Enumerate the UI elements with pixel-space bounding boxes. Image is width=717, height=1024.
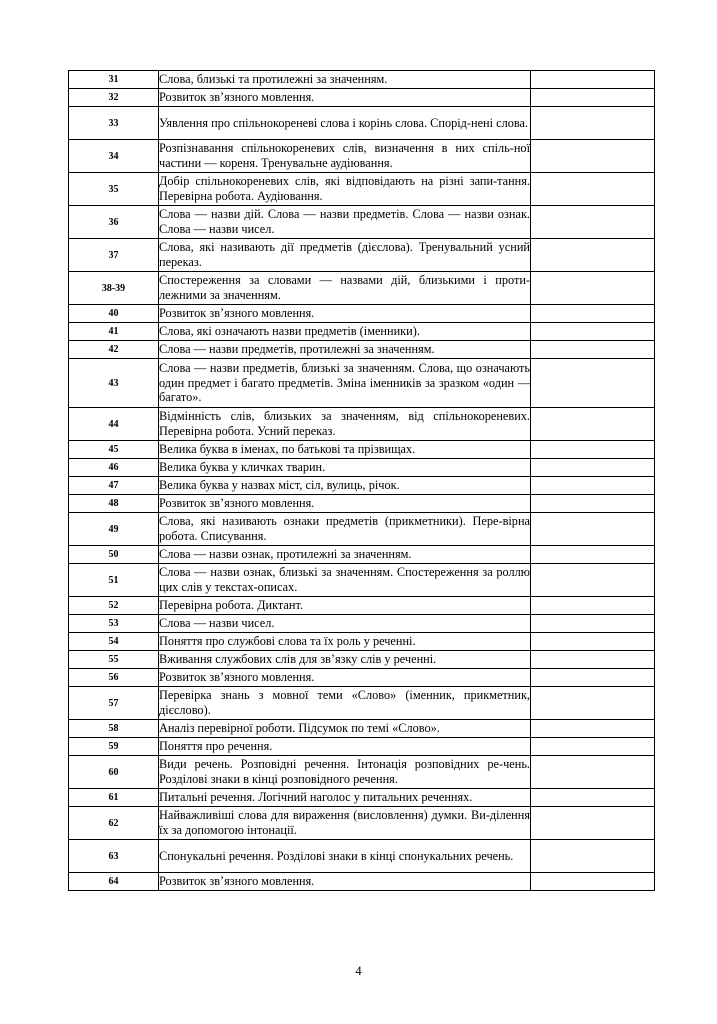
lesson-topic: Добір спільнокореневих слів, які відповідають на різні запи-тання. Перевірна робота. Аудіювання. [159,173,531,206]
lesson-number: 51 [69,564,159,597]
lesson-number: 33 [69,107,159,140]
lesson-number: 55 [69,651,159,669]
lesson-topic: Велика буква у назвах міст, сіл, вулиць, річок. [159,477,531,495]
lesson-number: 32 [69,89,159,107]
lesson-number: 43 [69,359,159,408]
empty-cell [531,495,655,513]
table-row [69,669,655,687]
lesson-topic: Слова — назви ознак, близькі за значенням. Спостереження за роллю цих слів у текстах-описах. [159,564,531,597]
lesson-topic: Аналіз перевірної роботи. Підсумок по темі «Слово». [159,720,531,738]
table-row [69,495,655,513]
empty-cell [531,206,655,239]
empty-cell [531,687,655,720]
table-row [69,140,655,173]
empty-cell [531,513,655,546]
table-row [69,597,655,615]
lesson-topic: Вживання службових слів для зв’язку слів у реченні. [159,651,531,669]
empty-cell [531,615,655,633]
table-row [69,441,655,459]
lesson-number: 37 [69,239,159,272]
table-row [69,840,655,873]
lesson-number: 38-39 [69,272,159,305]
lesson-topic: Найважливіші слова для вираження (висловлення) думки. Ви-ділення їх за допомогою інтонації. [159,807,531,840]
lesson-topic: Слова — назви чисел. [159,615,531,633]
lesson-topic: Розвиток зв’язного мовлення. [159,873,531,891]
empty-cell [531,173,655,206]
table-row [69,564,655,597]
lesson-number: 34 [69,140,159,173]
lesson-number: 49 [69,513,159,546]
lesson-number: 31 [69,71,159,89]
lesson-number: 41 [69,323,159,341]
lesson-number: 42 [69,341,159,359]
empty-cell [531,408,655,441]
lesson-number: 48 [69,495,159,513]
empty-cell [531,272,655,305]
lesson-number: 44 [69,408,159,441]
empty-cell [531,651,655,669]
empty-cell [531,305,655,323]
lesson-topic: Питальні речення. Логічний наголос у питальних реченнях. [159,789,531,807]
empty-cell [531,807,655,840]
lesson-number: 62 [69,807,159,840]
table-row [69,89,655,107]
table-row [69,807,655,840]
empty-cell [531,71,655,89]
empty-cell [531,477,655,495]
lesson-number: 61 [69,789,159,807]
empty-cell [531,789,655,807]
table-row [69,71,655,89]
lesson-topic: Слова, які означають назви предметів (іменники). [159,323,531,341]
lesson-plan-body [69,71,655,891]
lesson-topic: Слова — назви предметів, протилежні за значенням. [159,341,531,359]
page-number: 4 [355,964,362,978]
lesson-number: 60 [69,756,159,789]
table-row [69,651,655,669]
table-row [69,173,655,206]
table-row [69,873,655,891]
lesson-number: 36 [69,206,159,239]
empty-cell [531,546,655,564]
lesson-topic: Види речень. Розповідні речення. Інтонація розповідних ре-чень. Розділові знаки в кінці розповідного речення. [159,756,531,789]
table-row [69,408,655,441]
table-row [69,305,655,323]
table-row [69,756,655,789]
lesson-topic: Велика буква в іменах, по батькові та прізвищах. [159,441,531,459]
empty-cell [531,341,655,359]
table-row [69,633,655,651]
table-row [69,359,655,408]
lesson-topic: Спонукальні речення. Розділові знаки в кінці спонукальних речень. [159,840,531,873]
empty-cell [531,239,655,272]
lesson-number: 54 [69,633,159,651]
empty-cell [531,840,655,873]
table-row [69,546,655,564]
lesson-topic: Спостереження за словами — назвами дій, близькими і проти-лежними за значенням. [159,272,531,305]
empty-cell [531,564,655,597]
lesson-number: 64 [69,873,159,891]
lesson-number: 47 [69,477,159,495]
empty-cell [531,669,655,687]
table-row [69,738,655,756]
lesson-number: 45 [69,441,159,459]
lesson-number: 40 [69,305,159,323]
empty-cell [531,89,655,107]
lesson-number: 35 [69,173,159,206]
lesson-topic: Розвиток зв’язного мовлення. [159,669,531,687]
lesson-topic: Розвиток зв’язного мовлення. [159,305,531,323]
empty-cell [531,107,655,140]
lesson-topic: Поняття про службові слова та їх роль у реченні. [159,633,531,651]
table-row [69,513,655,546]
lesson-topic: Велика буква у кличках тварин. [159,459,531,477]
empty-cell [531,720,655,738]
table-row [69,720,655,738]
table-row [69,477,655,495]
table-row [69,341,655,359]
empty-cell [531,441,655,459]
lesson-plan-table [68,70,655,891]
lesson-topic: Розвиток зв’язного мовлення. [159,89,531,107]
empty-cell [531,459,655,477]
lesson-topic: Слова, які називають дії предметів (дієслова). Тренувальний усний переказ. [159,239,531,272]
empty-cell [531,873,655,891]
lesson-topic: Слова, які називають ознаки предметів (прикметники). Пере-вірна робота. Списування. [159,513,531,546]
empty-cell [531,633,655,651]
table-row [69,789,655,807]
lesson-topic: Розвиток зв’язного мовлення. [159,495,531,513]
table-row [69,323,655,341]
lesson-number: 59 [69,738,159,756]
lesson-topic: Слова — назви предметів, близькі за значенням. Слова, що означають один предмет і багато предметів. Зміна іменників за зразком «один — багато». [159,359,531,408]
empty-cell [531,738,655,756]
lesson-number: 63 [69,840,159,873]
table-row [69,206,655,239]
lesson-topic: Слова, близькі та протилежні за значенням. [159,71,531,89]
lesson-topic: Слова — назви дій. Слова — назви предметів. Слова — назви ознак. Слова — назви чисел. [159,206,531,239]
lesson-topic: Слова — назви ознак, протилежні за значенням. [159,546,531,564]
table-row [69,615,655,633]
table-row [69,107,655,140]
lesson-number: 50 [69,546,159,564]
table-row [69,239,655,272]
lesson-topic: Відмінність слів, близьких за значенням, від спільнокореневих. Перевірна робота. Усний переказ. [159,408,531,441]
lesson-topic: Перевірка знань з мовної теми «Слово» (іменник, прикметник, дієслово). [159,687,531,720]
lesson-topic: Уявлення про спільнокореневі слова і корінь слова. Спорід-нені слова. [159,107,531,140]
lesson-number: 56 [69,669,159,687]
table-row [69,272,655,305]
lesson-number: 53 [69,615,159,633]
lesson-number: 46 [69,459,159,477]
table-row [69,687,655,720]
empty-cell [531,756,655,789]
empty-cell [531,140,655,173]
empty-cell [531,323,655,341]
lesson-number: 52 [69,597,159,615]
empty-cell [531,359,655,408]
lesson-topic: Розпізнавання спільнокореневих слів, визначення в них спіль-ної частини — кореня. Тренувальне аудіювання. [159,140,531,173]
table-row [69,459,655,477]
lesson-number: 58 [69,720,159,738]
lesson-topic: Поняття про речення. [159,738,531,756]
empty-cell [531,597,655,615]
lesson-topic: Перевірна робота. Диктант. [159,597,531,615]
lesson-number: 57 [69,687,159,720]
